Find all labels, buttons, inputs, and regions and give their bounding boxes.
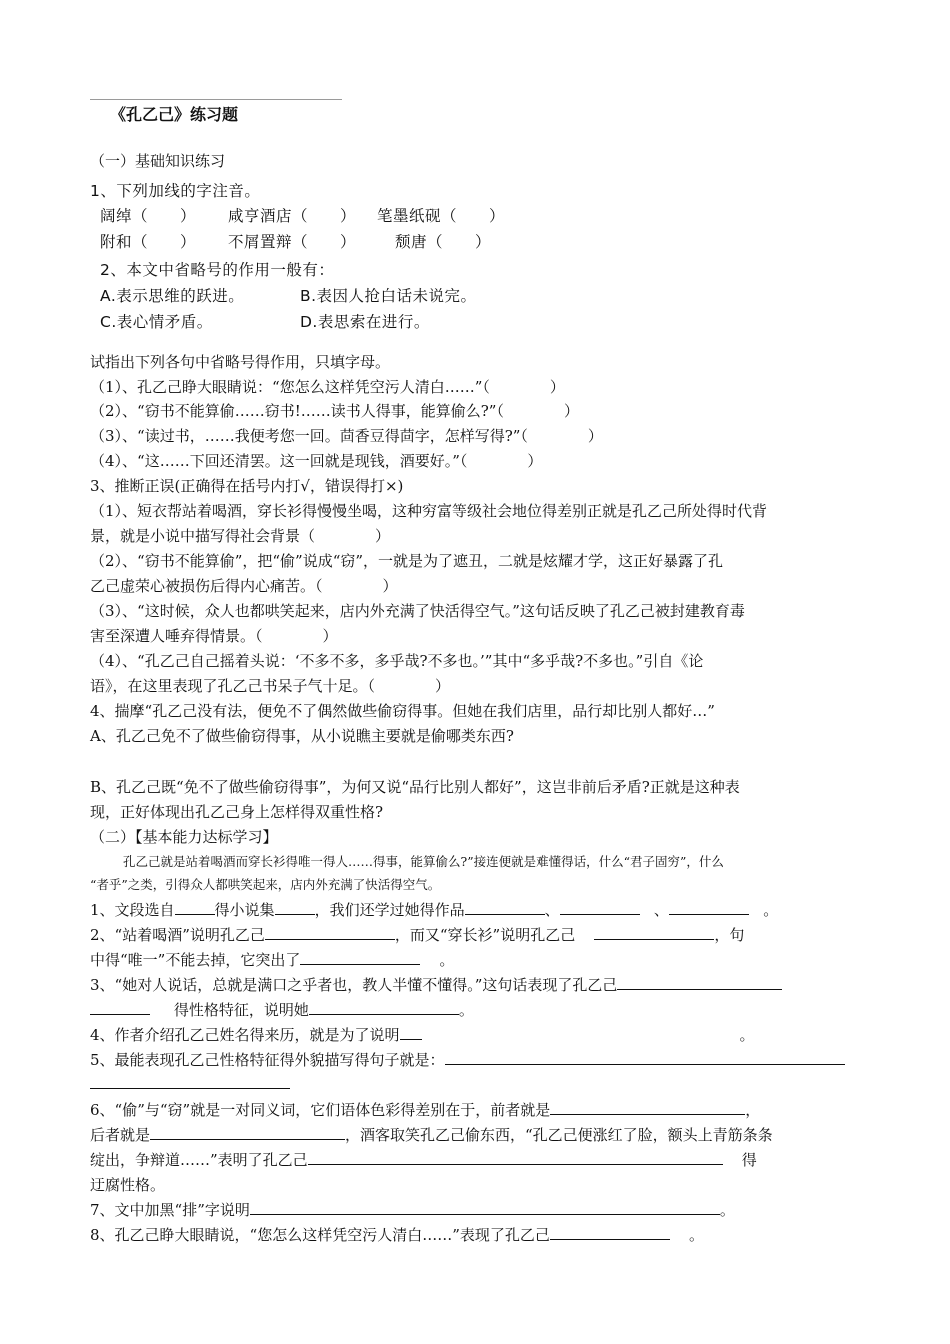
s2-q2-blank-3[interactable] [300, 949, 420, 965]
q3-item-1b: 景，就是小说中描写得社会背景（ ） [90, 527, 391, 545]
s2-q5-line2 [90, 1073, 290, 1095]
s2-q6-line3: 绽出，争辩道……”表明了孔乙己 得 [90, 1151, 757, 1169]
q3-item-2b: 乙己虚荣心被损伤后得内心痛苦。（ ） [90, 577, 398, 595]
s2-q1-blank-work2[interactable] [560, 899, 640, 915]
q4-part-b2: 现，正好体现出孔乙己身上怎样得双重性格? [90, 803, 384, 821]
q2-item-2: （2）、“窃书不能算偷……窃书!……读书人得事，能算偷么?”（ ） [90, 402, 579, 420]
q1-row1-item2: 咸亨酒店（ ） [228, 207, 357, 225]
s2-q6-line1: 6、“偷”与“窃”就是一对同义词，它们语体色彩得差别在于，前者就是 ， [90, 1101, 761, 1119]
passage-line-2: “者乎”之类，引得众人都哄笑起来，店内外充满了快活得空气。 [90, 877, 441, 892]
section-heading-1: （一）基础知识练习 [90, 152, 226, 170]
q3-item-1a: （1）、短衣帮站着喝酒，穿长衫得慢慢坐喝，这种穷富等级社会地位得差别正就是孔乙己所处得时代背 [90, 502, 768, 520]
q1-row2-item1: 附和（ ） [100, 233, 197, 251]
s2-q1-blank-author[interactable] [175, 899, 215, 915]
section-heading-2: （二）【基本能力达标学习】 [90, 828, 278, 846]
q4-part-b1: B、孔乙己既“免不了做些偷窃得事”，为何又说“品行比别人都好”，这岂非前后矛盾?正就是这种表 [90, 778, 740, 796]
s2-q6-blank-3[interactable] [308, 1149, 723, 1165]
q1-prompt: 1、下列加线的字注音。 [90, 182, 261, 200]
q4-prompt: 4、揣摩“孔乙己没有法，便免不了偶然做些偷窃得事。但她在我们店里，品行却比别人都好…” [90, 702, 715, 720]
q1-row2-item3: 颓唐（ ） [395, 233, 492, 251]
s2-q5-blank[interactable] [445, 1049, 845, 1065]
s2-q2-blank-2[interactable] [594, 924, 714, 940]
q2-item-3: （3）、“读过书，……我便考您一回。茴香豆得茴字，怎样写得?”（ ） [90, 427, 603, 445]
q2-option-b: B.表因人抢白话未说完。 [300, 287, 477, 305]
q1-row1-item3: 笔墨纸砚（ ） [377, 207, 506, 225]
s2-q5-line1: 5、最能表现孔乙己性格特征得外貌描写得句子就是： [90, 1049, 845, 1071]
q2-option-d: D.表思索在进行。 [300, 313, 430, 331]
s2-q1-blank-collection[interactable] [275, 899, 315, 915]
s2-q3-blank-1[interactable] [617, 974, 782, 990]
s2-q3-blank-2[interactable] [309, 999, 459, 1015]
s2-q1-blank-work1[interactable] [465, 899, 545, 915]
s2-q6-blank-1[interactable] [550, 1099, 745, 1115]
s2-q8-blank[interactable] [550, 1224, 670, 1240]
q3-item-4a: （4）、“孔乙己自己摇着头说：‘不多不多，多乎哉?不多也。’”其中“多乎哉?不多也。”引自《论 [90, 652, 704, 670]
s2-q4-blank[interactable] [400, 1024, 422, 1040]
document-title: 《孔乙己》练习题 [110, 105, 239, 124]
s2-q7-blank[interactable] [250, 1199, 720, 1215]
s2-q6-blank-2[interactable] [150, 1124, 345, 1140]
q2-option-c: C.表心情矛盾。 [100, 313, 213, 331]
q2-instruction: 试指出下列各句中省略号得作用，只填字母。 [90, 353, 391, 371]
passage-line-1: 孔乙己就是站着喝酒而穿长衫得唯一得人……得事，能算偷么?”接连便就是难懂得话，什么“君子固穷”，什么 [123, 854, 724, 869]
s2-q3-blank-1-cont[interactable] [90, 999, 150, 1015]
s2-q1-blank-work3[interactable] [669, 899, 749, 915]
q1-row1-item1: 阔绰（ ） [100, 207, 197, 225]
q2-item-1: （1）、孔乙己睁大眼睛说：“您怎么这样凭空污人清白……”（ ） [90, 378, 565, 396]
q4-part-a: A、孔乙己免不了做些偷窃得事，从小说瞧主要就是偷哪类东西? [90, 727, 514, 745]
s2-q8: 8、孔乙己睁大眼睛说，“您怎么这样凭空污人清白……”表现了孔乙己 。 [90, 1226, 704, 1244]
q3-prompt: 3、推断正误(正确得在括号内打√，错误得打×) [90, 477, 404, 495]
s2-q6-line2: 后者就是 ，酒客取笑孔乙己偷东西，“孔乙己便涨红了脸，额头上青筋条条 [90, 1126, 773, 1144]
header-rule [90, 99, 342, 100]
s2-q2-line2: 中得“唯一”不能去掉，它突出了 。 [90, 951, 455, 969]
q3-item-3a: （3）、“这时候，众人也都哄笑起来，店内外充满了快活得空气。”这句话反映了孔乙己被封建教育毒 [90, 602, 745, 620]
q2-option-a: A.表示思维的跃进。 [100, 287, 245, 305]
s2-q1: 1、文段选自 得小说集 ，我们还学过她得作品 、 、 。 [90, 901, 779, 919]
q3-item-4b: 语》，在这里表现了孔乙己书呆子气十足。（ ） [90, 677, 451, 695]
s2-q2-line1: 2、“站着喝酒”说明孔乙己 ，而又“穿长衫”说明孔乙己 ，句 [90, 926, 745, 944]
s2-q5-blank-cont[interactable] [90, 1073, 290, 1089]
q3-item-2a: （2）、“窃书不能算偷”，把“偷”说成“窃”，一就是为了遮丑，二就是炫耀才学，这正好暴露了孔 [90, 552, 724, 570]
s2-q7: 7、文中加黑“排”字说明 。 [90, 1201, 735, 1219]
q2-item-4: （4）、“这……下回还清罢。这一回就是现钱，酒要好。”（ ） [90, 452, 543, 470]
q3-item-3b: 害至深遭人唾弃得情景。（ ） [90, 627, 338, 645]
s2-q4: 4、作者介绍孔乙己姓名得来历，就是为了说明 。 [90, 1026, 755, 1044]
q2-prompt: 2、本文中省略号的作用一般有： [100, 261, 335, 279]
s2-q6-line4: 迂腐性格。 [90, 1176, 166, 1194]
s2-q2-blank-1[interactable] [265, 924, 395, 940]
s2-q3-line1: 3、“她对人说话，总就是满口之乎者也，教人半懂不懂得。”这句话表现了孔乙己 [90, 974, 782, 996]
s2-q3-line2: 得性格特征，说明她 。 [90, 999, 474, 1021]
q1-row2-item2: 不屑置辩（ ） [228, 233, 357, 251]
